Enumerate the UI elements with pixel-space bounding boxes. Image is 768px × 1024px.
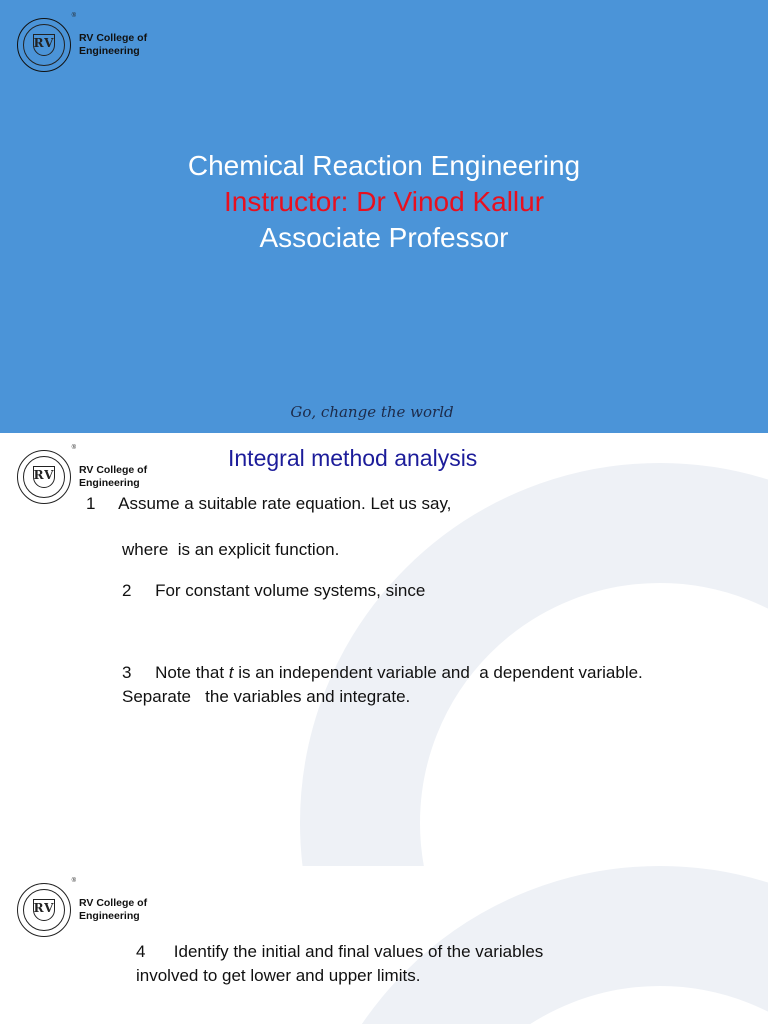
college-logo: [17, 878, 148, 937]
step-3: 3 Note that t is an independent variable and a dependent variable. Separate the variables and integrate.: [122, 661, 726, 709]
course-title: Chemical Reaction Engineering: [187, 150, 581, 181]
step-1-note: where is an explicit function.: [122, 540, 340, 559]
instructor-name: Instructor: Dr Vinod Kallur: [223, 186, 545, 217]
title-block: [0, 148, 768, 256]
logo-name-line2: Engineering: [79, 910, 140, 922]
step-3-line2: Separate the variables and integrate.: [122, 687, 411, 706]
content-slide-integral-method: [0, 433, 768, 866]
logo-name-line1: RV College of: [79, 32, 148, 44]
logo-name-line2: Engineering: [79, 477, 140, 489]
instructor-position: Associate Professor: [259, 222, 509, 253]
step-4: [136, 940, 626, 988]
tagline: Go, change the world: [290, 403, 454, 421]
title-slide: [0, 0, 768, 433]
content-slide-limits: [0, 866, 768, 1024]
step-4-line1: 4 Identify the initial and final values of the variables: [136, 942, 544, 961]
step-2: 2 For constant volume systems, since: [122, 581, 426, 600]
college-seal-icon: RV ®: [17, 883, 71, 937]
college-seal-icon: RV ®: [17, 18, 71, 72]
logo-name-line1: RV College of: [79, 897, 148, 909]
college-logo: [17, 13, 148, 72]
step-1: 1 Assume a suitable rate equation. Let us say,: [86, 494, 452, 513]
logo-name-line1: RV College of: [79, 464, 148, 476]
step-4-line2: involved to get lower and upper limits.: [136, 966, 421, 985]
slide-title: Integral method analysis: [228, 445, 478, 471]
logo-name-line2: Engineering: [79, 45, 140, 57]
college-seal-icon: RV ®: [17, 450, 71, 504]
